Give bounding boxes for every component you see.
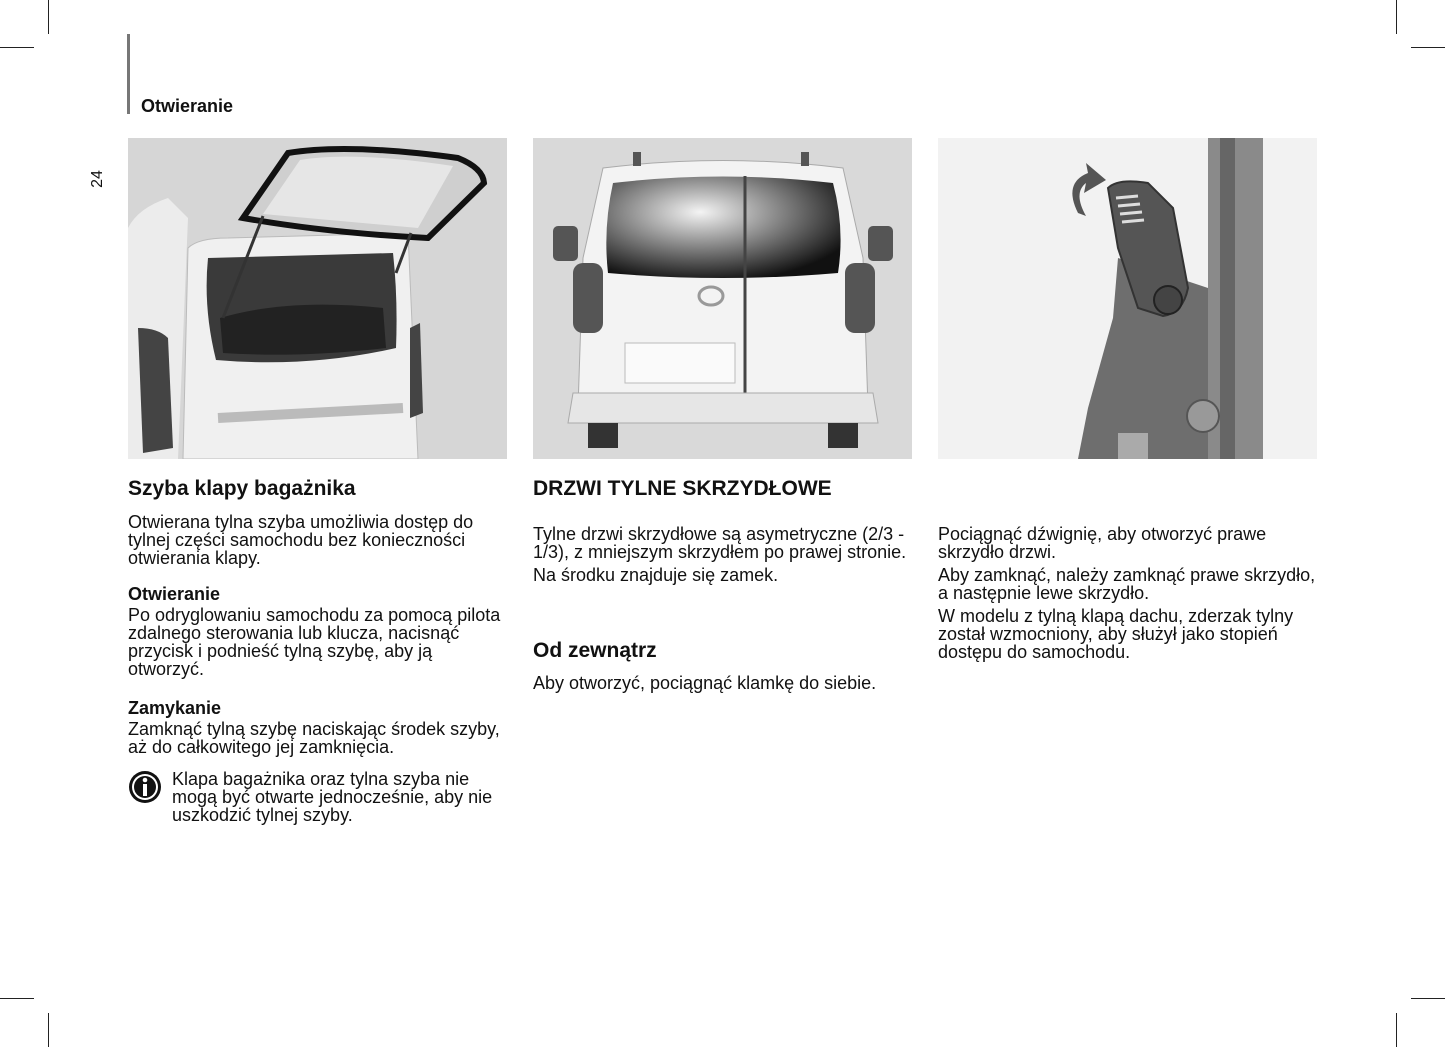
outside-text: Aby otworzyć, pociągnąć klamkę do siebie.	[533, 673, 877, 693]
info-icon	[128, 770, 162, 804]
col-rear-window	[128, 477, 513, 824]
closing-text: Zamknąć tylną szybę naciskając środek szyby, aż do całkowitego jej zamknięcia.	[128, 719, 500, 757]
lever-text-1: Pociągnąć dźwignię, aby otworzyć prawe skrzydło drzwi.	[938, 524, 1267, 562]
crop-mark	[48, 0, 49, 34]
rear-doors-icon	[533, 138, 912, 459]
crop-mark	[1396, 1013, 1397, 1047]
tailgate-window-icon	[128, 138, 507, 459]
lever-text-3: W modelu z tylną klapą dachu, zderzak tylny został wzmocniony, aby służył jako stopień dostępu do samochodu.	[938, 606, 1294, 662]
note-text: Klapa bagażnika oraz tylna szyba nie mogą być otwarte jednocześnie, aby nie uszkodzić tylnej szyby.	[172, 769, 493, 825]
rear-doors-figure	[533, 138, 912, 459]
info-note	[128, 770, 513, 824]
door-lever-figure	[938, 138, 1317, 459]
crop-mark	[1411, 47, 1445, 48]
crop-mark	[48, 1013, 49, 1047]
heading-rear-window: Szyba klapy bagażnika	[128, 477, 356, 500]
col-rear-doors	[533, 477, 918, 692]
doors-text-1: Tylne drzwi skrzydłowe są asymetryczne (2/3 - 1/3), z mniejszym skrzydłem po prawej stronie.	[533, 524, 907, 562]
heading-outside: Od zewnątrz	[533, 639, 657, 662]
closing-heading: Zamykanie	[128, 698, 222, 718]
section-title: Otwieranie	[141, 96, 234, 116]
doors-text-2: Na środku znajduje się zamek.	[533, 565, 779, 585]
section-bar	[127, 34, 130, 114]
opening-heading: Otwieranie	[128, 584, 221, 604]
crop-mark	[0, 47, 34, 48]
intro-text: Otwierana tylna szyba umożliwia dostęp do tylnej części samochodu bez konieczności otwierania klapy.	[128, 512, 474, 568]
crop-mark	[1396, 0, 1397, 34]
heading-rear-doors: DRZWI TYLNE SKRZYDŁOWE	[533, 477, 832, 500]
crop-mark	[1411, 998, 1445, 999]
door-lever-icon	[938, 138, 1317, 459]
page-number: 24	[89, 170, 106, 188]
lever-text-2: Aby zamknąć, należy zamknąć prawe skrzydło, a następnie lewe skrzydło.	[938, 565, 1316, 603]
opening-text: Po odryglowaniu samochodu za pomocą pilota zdalnego sterowania lub klucza, nacisnąć przycisk i podnieść tylną szybę, aby ją otworzyć.	[128, 605, 501, 679]
crop-mark	[0, 998, 34, 999]
rear-window-figure	[128, 138, 507, 459]
col-door-lever	[938, 525, 1328, 661]
